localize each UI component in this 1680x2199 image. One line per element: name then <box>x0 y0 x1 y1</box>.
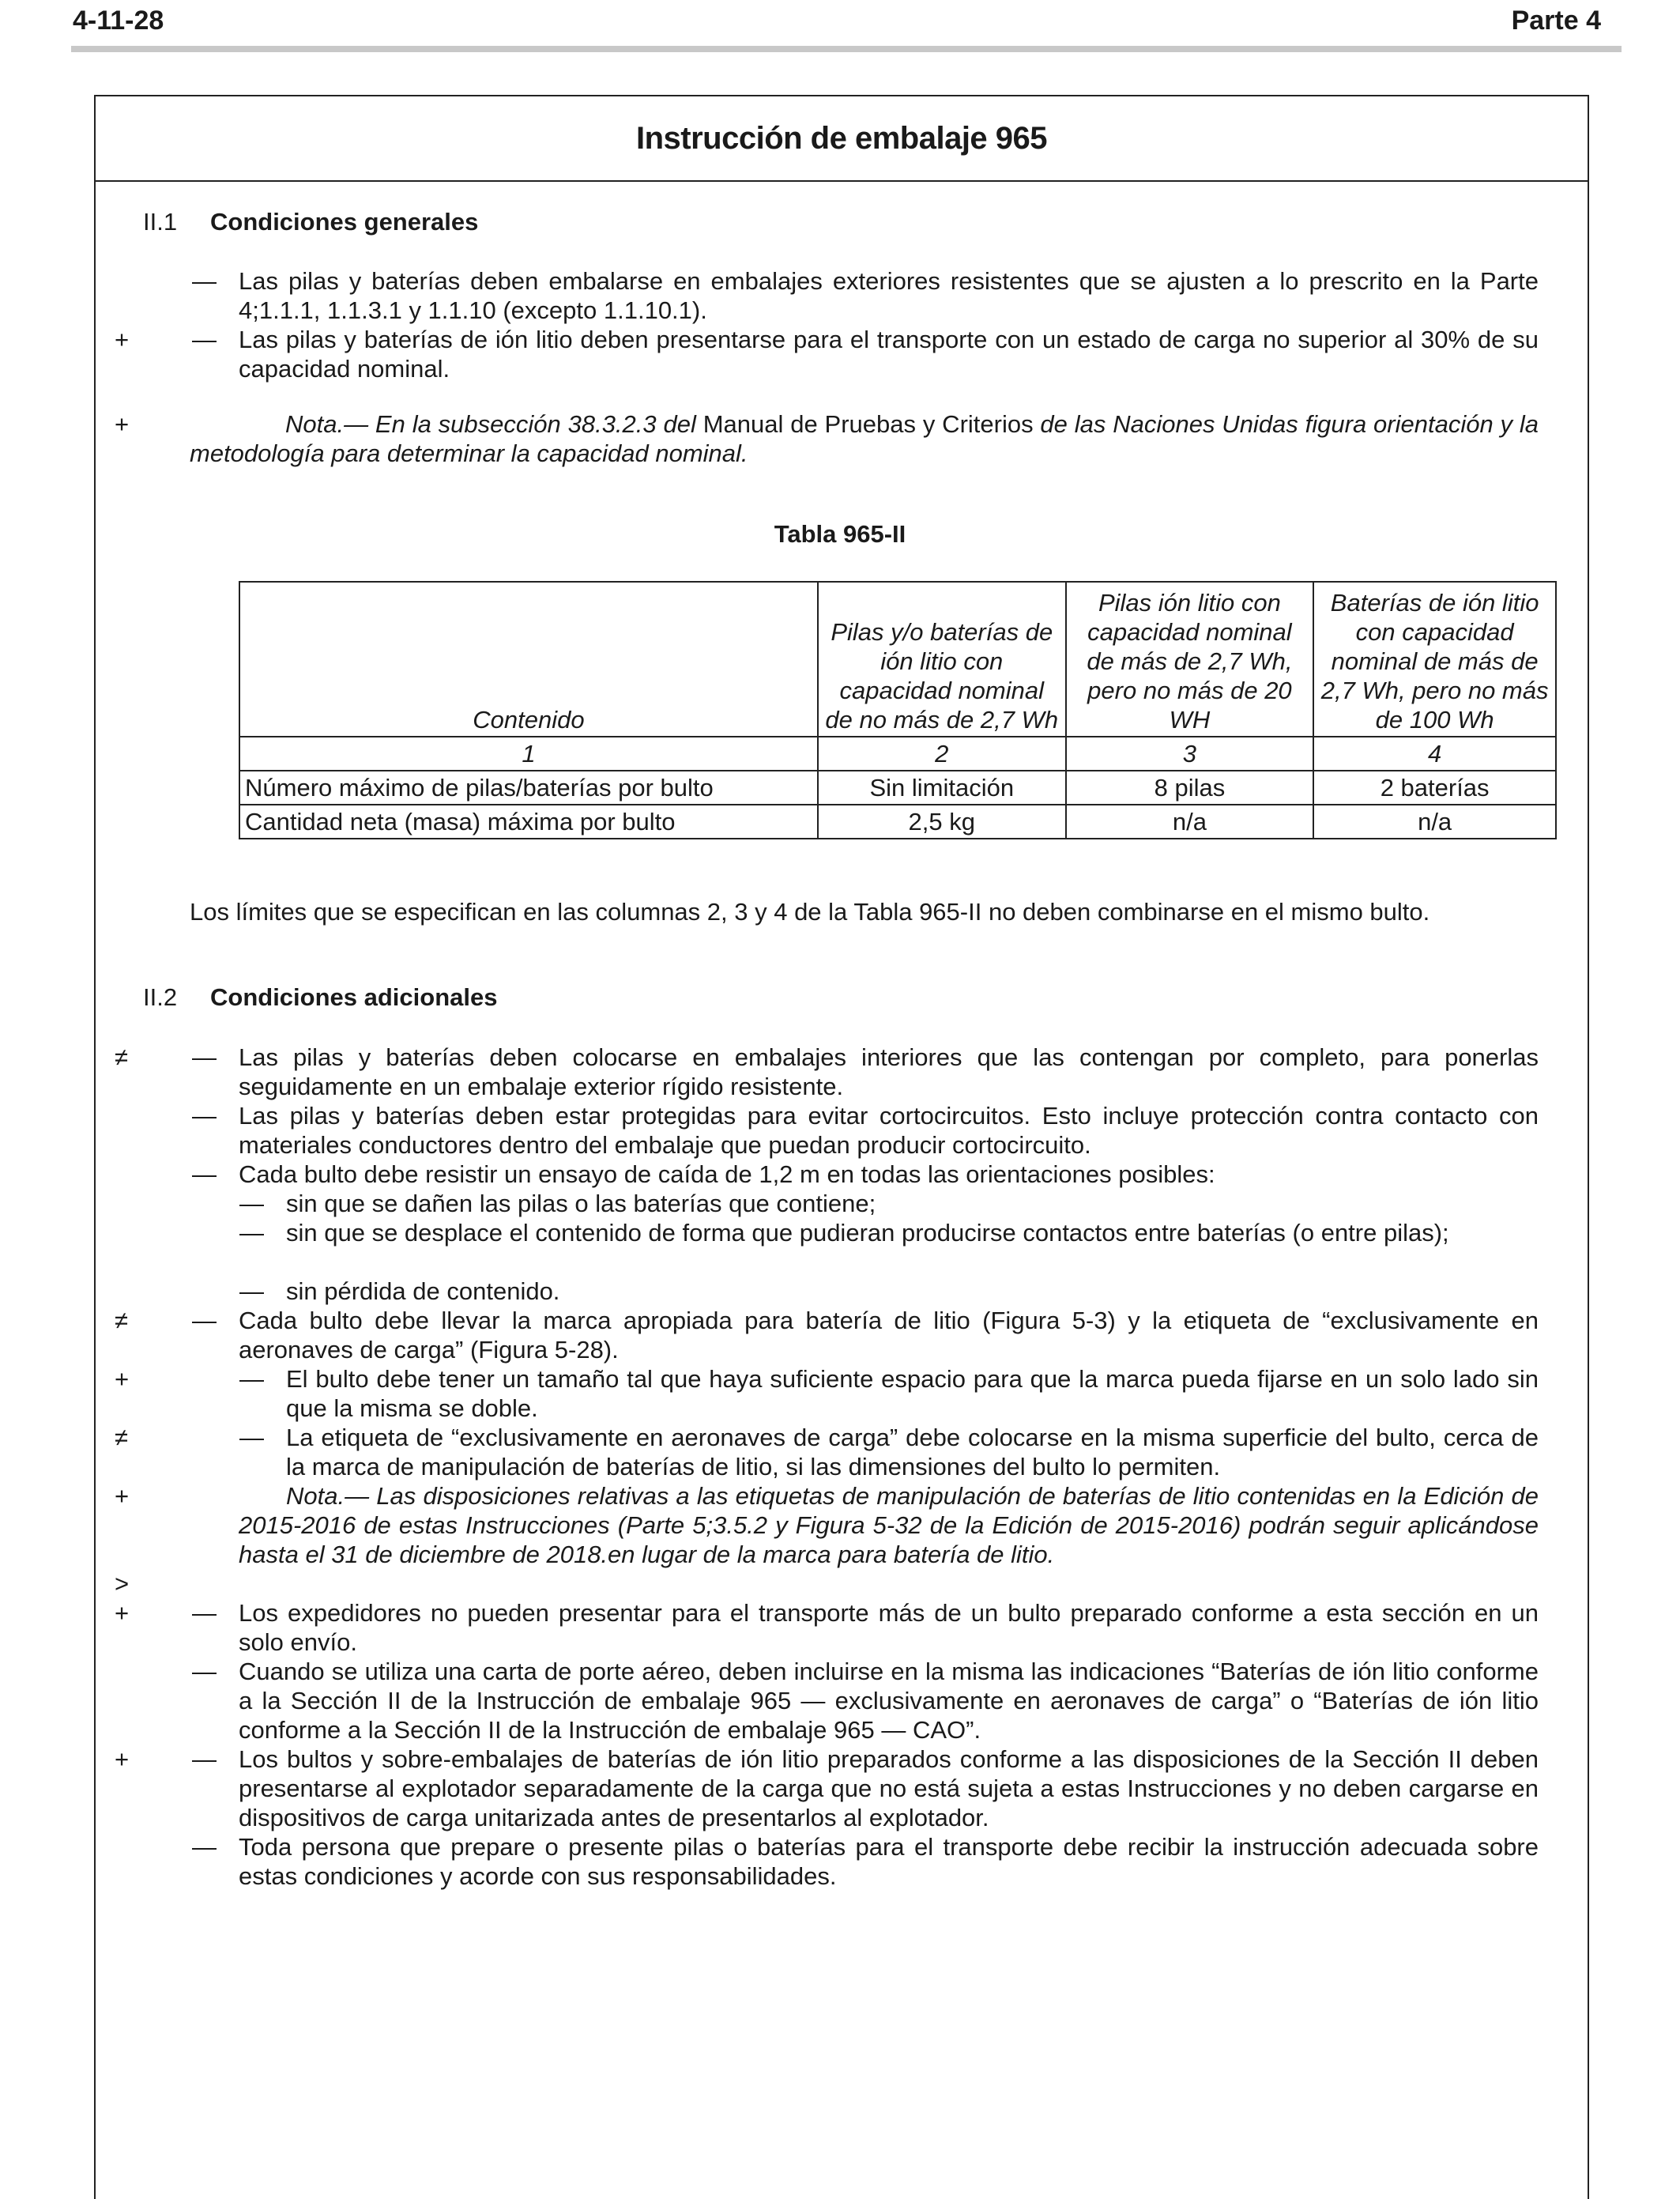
note-text-1: Nota.— En la subsección 38.3.2.3 del <box>285 410 703 438</box>
drop-test-subitem-3: sin pérdida de contenido. <box>286 1277 560 1305</box>
dash: — <box>239 1190 264 1217</box>
dash: — <box>239 1424 264 1451</box>
page-number: 4-11-28 <box>73 6 164 36</box>
dash: — <box>192 1102 217 1130</box>
change-mark: ≠ <box>115 1424 129 1451</box>
part-label: Parte 4 <box>1511 6 1601 36</box>
note-manual-title: Manual de Pruebas y Criterios <box>703 410 1034 438</box>
dash: — <box>239 1365 264 1393</box>
change-mark: + <box>115 1745 130 1773</box>
change-mark: + <box>115 1365 130 1393</box>
table-cell: 2 baterías <box>1313 771 1556 805</box>
change-mark: > <box>115 1570 130 1597</box>
dash: — <box>192 1833 217 1861</box>
marking-condition: Cada bulto debe llevar la marca apropiada para batería de litio (Figura 5-3) y la etiqueta de “exclusivamente en aeronaves de carga” (Figura 5-28). <box>239 1307 1539 1364</box>
dash: — <box>192 326 217 353</box>
dash: — <box>192 1599 217 1627</box>
general-condition-1: Las pilas y baterías deben embalarse en embalajes exteriores resistentes que se ajusten a lo prescrito en la Parte 4;1.1.1, 1.1.3.1 y 1.1.10 (excepto 1.1.10.1). <box>239 267 1539 324</box>
limits-paragraph: Los límites que se especifican en las columnas 2, 3 y 4 de la Tabla 965-II no deben combinarse en el mismo bulto. <box>190 898 1430 926</box>
marking-subitem-1: El bulto debe tener un tamaño tal que haya suficiente espacio para que la marca pueda fijarse en un solo lado sin que la misma se doble. <box>286 1365 1539 1422</box>
dash: — <box>192 1745 217 1773</box>
dash: — <box>192 1043 217 1071</box>
dash: — <box>239 1219 264 1247</box>
change-mark: ≠ <box>115 1043 129 1071</box>
table-header-row <box>239 582 1556 737</box>
section-title-1: Condiciones generales <box>210 208 479 236</box>
marking-subitem-2: La etiqueta de “exclusivamente en aeronaves de carga” debe colocarse en la misma superficie del bulto, cerca de la marca de manipulación de baterías de litio, si las dimensiones del bulto lo permiten. <box>286 1424 1539 1480</box>
packing-instruction-title: Instrucción de embalaje 965 <box>96 96 1588 182</box>
table-col-number: 3 <box>1066 737 1314 771</box>
dash: — <box>239 1277 264 1305</box>
table-cell: 8 pilas <box>1066 771 1314 805</box>
final-condition-4: Toda persona que prepare o presente pilas o baterías para el transporte debe recibir la instrucción adecuada sobre estas condiciones y acorde con sus responsabilidades. <box>239 1833 1539 1890</box>
table-caption: Tabla 965-II <box>774 520 906 548</box>
dash: — <box>192 1307 217 1334</box>
change-mark: + <box>115 410 130 438</box>
final-condition-3: Los bultos y sobre-embalajes de baterías de ión litio preparados conforme a las disposiciones de la Sección II deben presentarse al explotador separadamente de la carga que no está sujeta a estas Instrucciones y no deben cargarse en dispositivos de carga unitarizada antes de presentarlos al explotador. <box>239 1745 1539 1831</box>
additional-condition-3: Cada bulto debe resistir un ensayo de caída de 1,2 m en todas las orientaciones posibles: <box>239 1160 1215 1188</box>
table-cell: n/a <box>1066 805 1314 839</box>
section-number-2: II.2 <box>143 983 178 1011</box>
table-header-col4: Baterías de ión litio con capacidad nominal de más de 2,7 Wh, pero no más de 100 Wh <box>1313 582 1556 737</box>
change-mark: + <box>115 1482 130 1510</box>
table-965-ii <box>239 581 1557 839</box>
table-cell: 2,5 kg <box>818 805 1066 839</box>
final-condition-1: Los expedidores no pueden presentar para el transporte más de un bulto preparado conforme a esta sección en un solo envío. <box>239 1599 1539 1656</box>
table-cell: Sin limitación <box>818 771 1066 805</box>
additional-condition-2: Las pilas y baterías deben estar protegidas para evitar cortocircuitos. Esto incluye protección contra contacto con materiales conductores dentro del embalaje que puedan producir cortocircuito. <box>239 1102 1539 1159</box>
table-col-number: 4 <box>1313 737 1556 771</box>
table-col-number: 2 <box>818 737 1066 771</box>
table-header-col2: Pilas y/o baterías de ión litio con capacidad nominal de no más de 2,7 Wh <box>818 582 1066 737</box>
dash: — <box>192 1658 217 1685</box>
section-number-1: II.1 <box>143 208 178 236</box>
table-cell: n/a <box>1313 805 1556 839</box>
drop-test-subitem-2: sin que se desplace el contenido de forma que pudieran producirse contactos entre baterías (o entre pilas); <box>286 1219 1449 1247</box>
table-cell: Número máximo de pilas/baterías por bulto <box>239 771 818 805</box>
dash: — <box>192 267 217 295</box>
table-row <box>239 771 1556 805</box>
table-col-number: 1 <box>239 737 818 771</box>
dash: — <box>192 1160 217 1188</box>
additional-condition-1: Las pilas y baterías deben colocarse en embalajes interiores que las contengan por completo, para ponerlas seguidamente en un embalaje exterior rígido resistente. <box>239 1043 1539 1100</box>
note-handling-labels: Nota.— Las disposiciones relativas a las etiquetas de manipulación de baterías de litio contenidas en la Edición de 2015-2016 de estas Instrucciones (Parte 5;3.5.2 y Figura 5-32 de la Edición de 2015-2016) podrán seguir aplicándose hasta el 31 de diciembre de 2018.en lugar de la marca para batería de litio. <box>239 1482 1539 1568</box>
table-header-contenido: Contenido <box>239 582 818 737</box>
table-cell: Cantidad neta (masa) máxima por bulto <box>239 805 818 839</box>
change-mark: + <box>115 1599 130 1627</box>
note-capacity <box>190 409 1539 468</box>
change-mark: + <box>115 326 130 353</box>
general-condition-2: Las pilas y baterías de ión litio deben presentarse para el transporte con un estado de carga no superior al 30% de su capacidad nominal. <box>239 326 1539 383</box>
header-rule <box>71 46 1622 52</box>
note-text-2: de las Naciones Unidas figura orientación y la metodología para determinar la capacidad nominal. <box>190 410 1539 467</box>
section-title-2: Condiciones adicionales <box>210 983 498 1011</box>
table-header-col3: Pilas ión litio con capacidad nominal de más de 2,7 Wh, pero no más de 20 WH <box>1066 582 1314 737</box>
final-condition-2: Cuando se utiliza una carta de porte aéreo, deben incluirse en la misma las indicaciones “Baterías de ión litio conforme a la Sección II de la Instrucción de embalaje 965 — exclusivamente en aeronaves de carga” o “Baterías de ión litio conforme a la Sección II de la Instrucción de embalaje 965 — CAO”. <box>239 1658 1539 1744</box>
table-number-row <box>239 737 1556 771</box>
table-row <box>239 805 1556 839</box>
drop-test-subitem-1: sin que se dañen las pilas o las baterías que contiene; <box>286 1190 876 1217</box>
change-mark: ≠ <box>115 1307 129 1334</box>
